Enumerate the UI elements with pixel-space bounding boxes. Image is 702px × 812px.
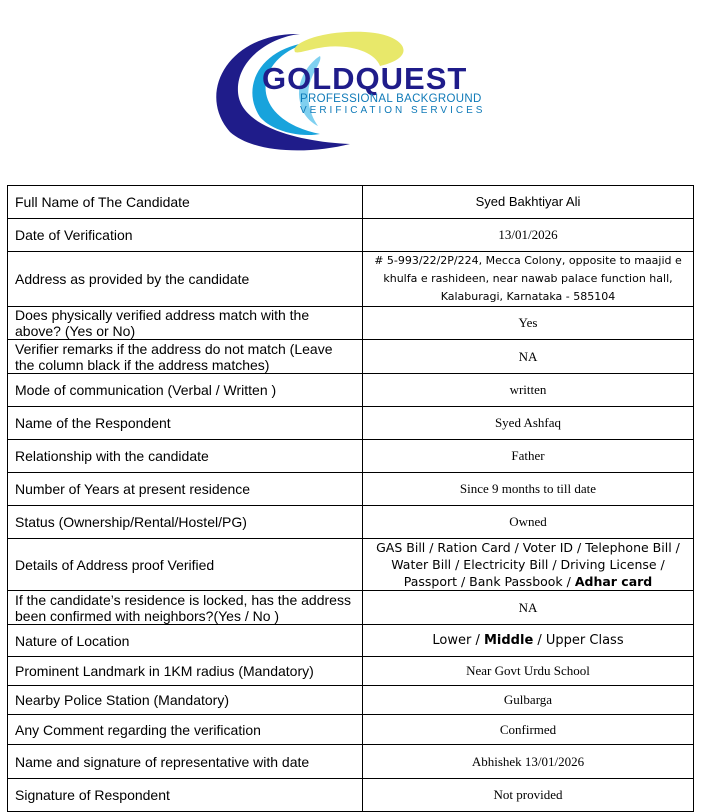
table-row	[8, 219, 694, 252]
logo-subtitle-2: VERIFICATION SERVICES	[300, 105, 486, 116]
row-value: NA	[363, 340, 694, 374]
table-row	[8, 440, 694, 473]
row-value: Near Govt Urdu School	[363, 657, 694, 686]
row-value: Since 9 months to till date	[363, 473, 694, 506]
row-value: Syed Ashfaq	[363, 407, 694, 440]
row-label: Nearby Police Station (Mandatory)	[8, 686, 363, 715]
row-value: Owned	[363, 506, 694, 539]
table-row	[8, 657, 694, 686]
row-value: Gulbarga	[363, 686, 694, 715]
row-label: Name of the Respondent	[8, 407, 363, 440]
row-label: Prominent Landmark in 1KM radius (Mandatory)	[8, 657, 363, 686]
table-row	[8, 473, 694, 506]
logo-wordmark	[262, 61, 502, 117]
row-value: 13/01/2026	[363, 219, 694, 252]
row-label: Nature of Location	[8, 625, 363, 657]
row-label: Date of Verification	[8, 219, 363, 252]
row-value	[363, 625, 694, 657]
row-value: Father	[363, 440, 694, 473]
row-value: Not provided	[363, 779, 694, 812]
location-option: / Upper Class	[533, 632, 624, 648]
row-label: Does physically verified address match with the above? (Yes or No)	[8, 307, 363, 340]
row-value: Abhishek 13/01/2026	[363, 745, 694, 779]
table-row	[8, 252, 694, 307]
table-row	[8, 715, 694, 745]
row-label: Verifier remarks if the address do not match (Leave the column black if the address matches)	[8, 340, 363, 374]
row-value	[363, 539, 694, 591]
row-value: written	[363, 374, 694, 407]
table-row	[8, 779, 694, 812]
logo-subtitle-1: PROFESSIONAL BACKGROUND	[300, 93, 482, 105]
row-label: Full Name of The Candidate	[8, 186, 363, 219]
address-proof-selected: Adhar card	[574, 574, 653, 589]
table-row	[8, 745, 694, 779]
row-label: Details of Address proof Verified	[8, 539, 363, 591]
row-label: Mode of communication (Verbal / Written )	[8, 374, 363, 407]
row-label: Signature of Respondent	[8, 779, 363, 812]
table-row	[8, 625, 694, 657]
verification-report-table	[7, 185, 694, 812]
row-label: Any Comment regarding the verification	[8, 715, 363, 745]
row-label: If the candidate’s residence is locked, has the address been confirmed with neighbors?(Yes / No )	[8, 591, 363, 625]
row-label: Relationship with the candidate	[8, 440, 363, 473]
table-row	[8, 340, 694, 374]
location-option: Lower /	[432, 632, 484, 648]
location-selected: Middle	[483, 632, 534, 648]
table-row	[8, 307, 694, 340]
row-label: Number of Years at present residence	[8, 473, 363, 506]
address-proof-options: GAS Bill / Ration Card / Voter ID / Telephone Bill / Water Bill / Electricity Bill / Driving License / Passport / Bank Passbook /	[376, 540, 680, 589]
table-row	[8, 686, 694, 715]
table-row	[8, 374, 694, 407]
row-label: Name and signature of representative with date	[8, 745, 363, 779]
logo-title: GOLDQUEST	[262, 61, 468, 96]
row-value: Yes	[363, 307, 694, 340]
table-row	[8, 186, 694, 219]
row-label: Status (Ownership/Rental/Hostel/PG)	[8, 506, 363, 539]
row-value: # 5-993/22/2P/224, Mecca Colony, opposite to maajid e khulfa e rashideen, near nawab palace function hall, Kalaburagi, Karnataka - 585104	[363, 252, 694, 307]
row-value: Syed Bakhtiyar Ali	[363, 186, 694, 219]
row-label: Address as provided by the candidate	[8, 252, 363, 307]
row-value: Confirmed	[363, 715, 694, 745]
table-row	[8, 539, 694, 591]
table-row	[8, 506, 694, 539]
table-row	[8, 407, 694, 440]
row-value: NA	[363, 591, 694, 625]
table-row	[8, 591, 694, 625]
